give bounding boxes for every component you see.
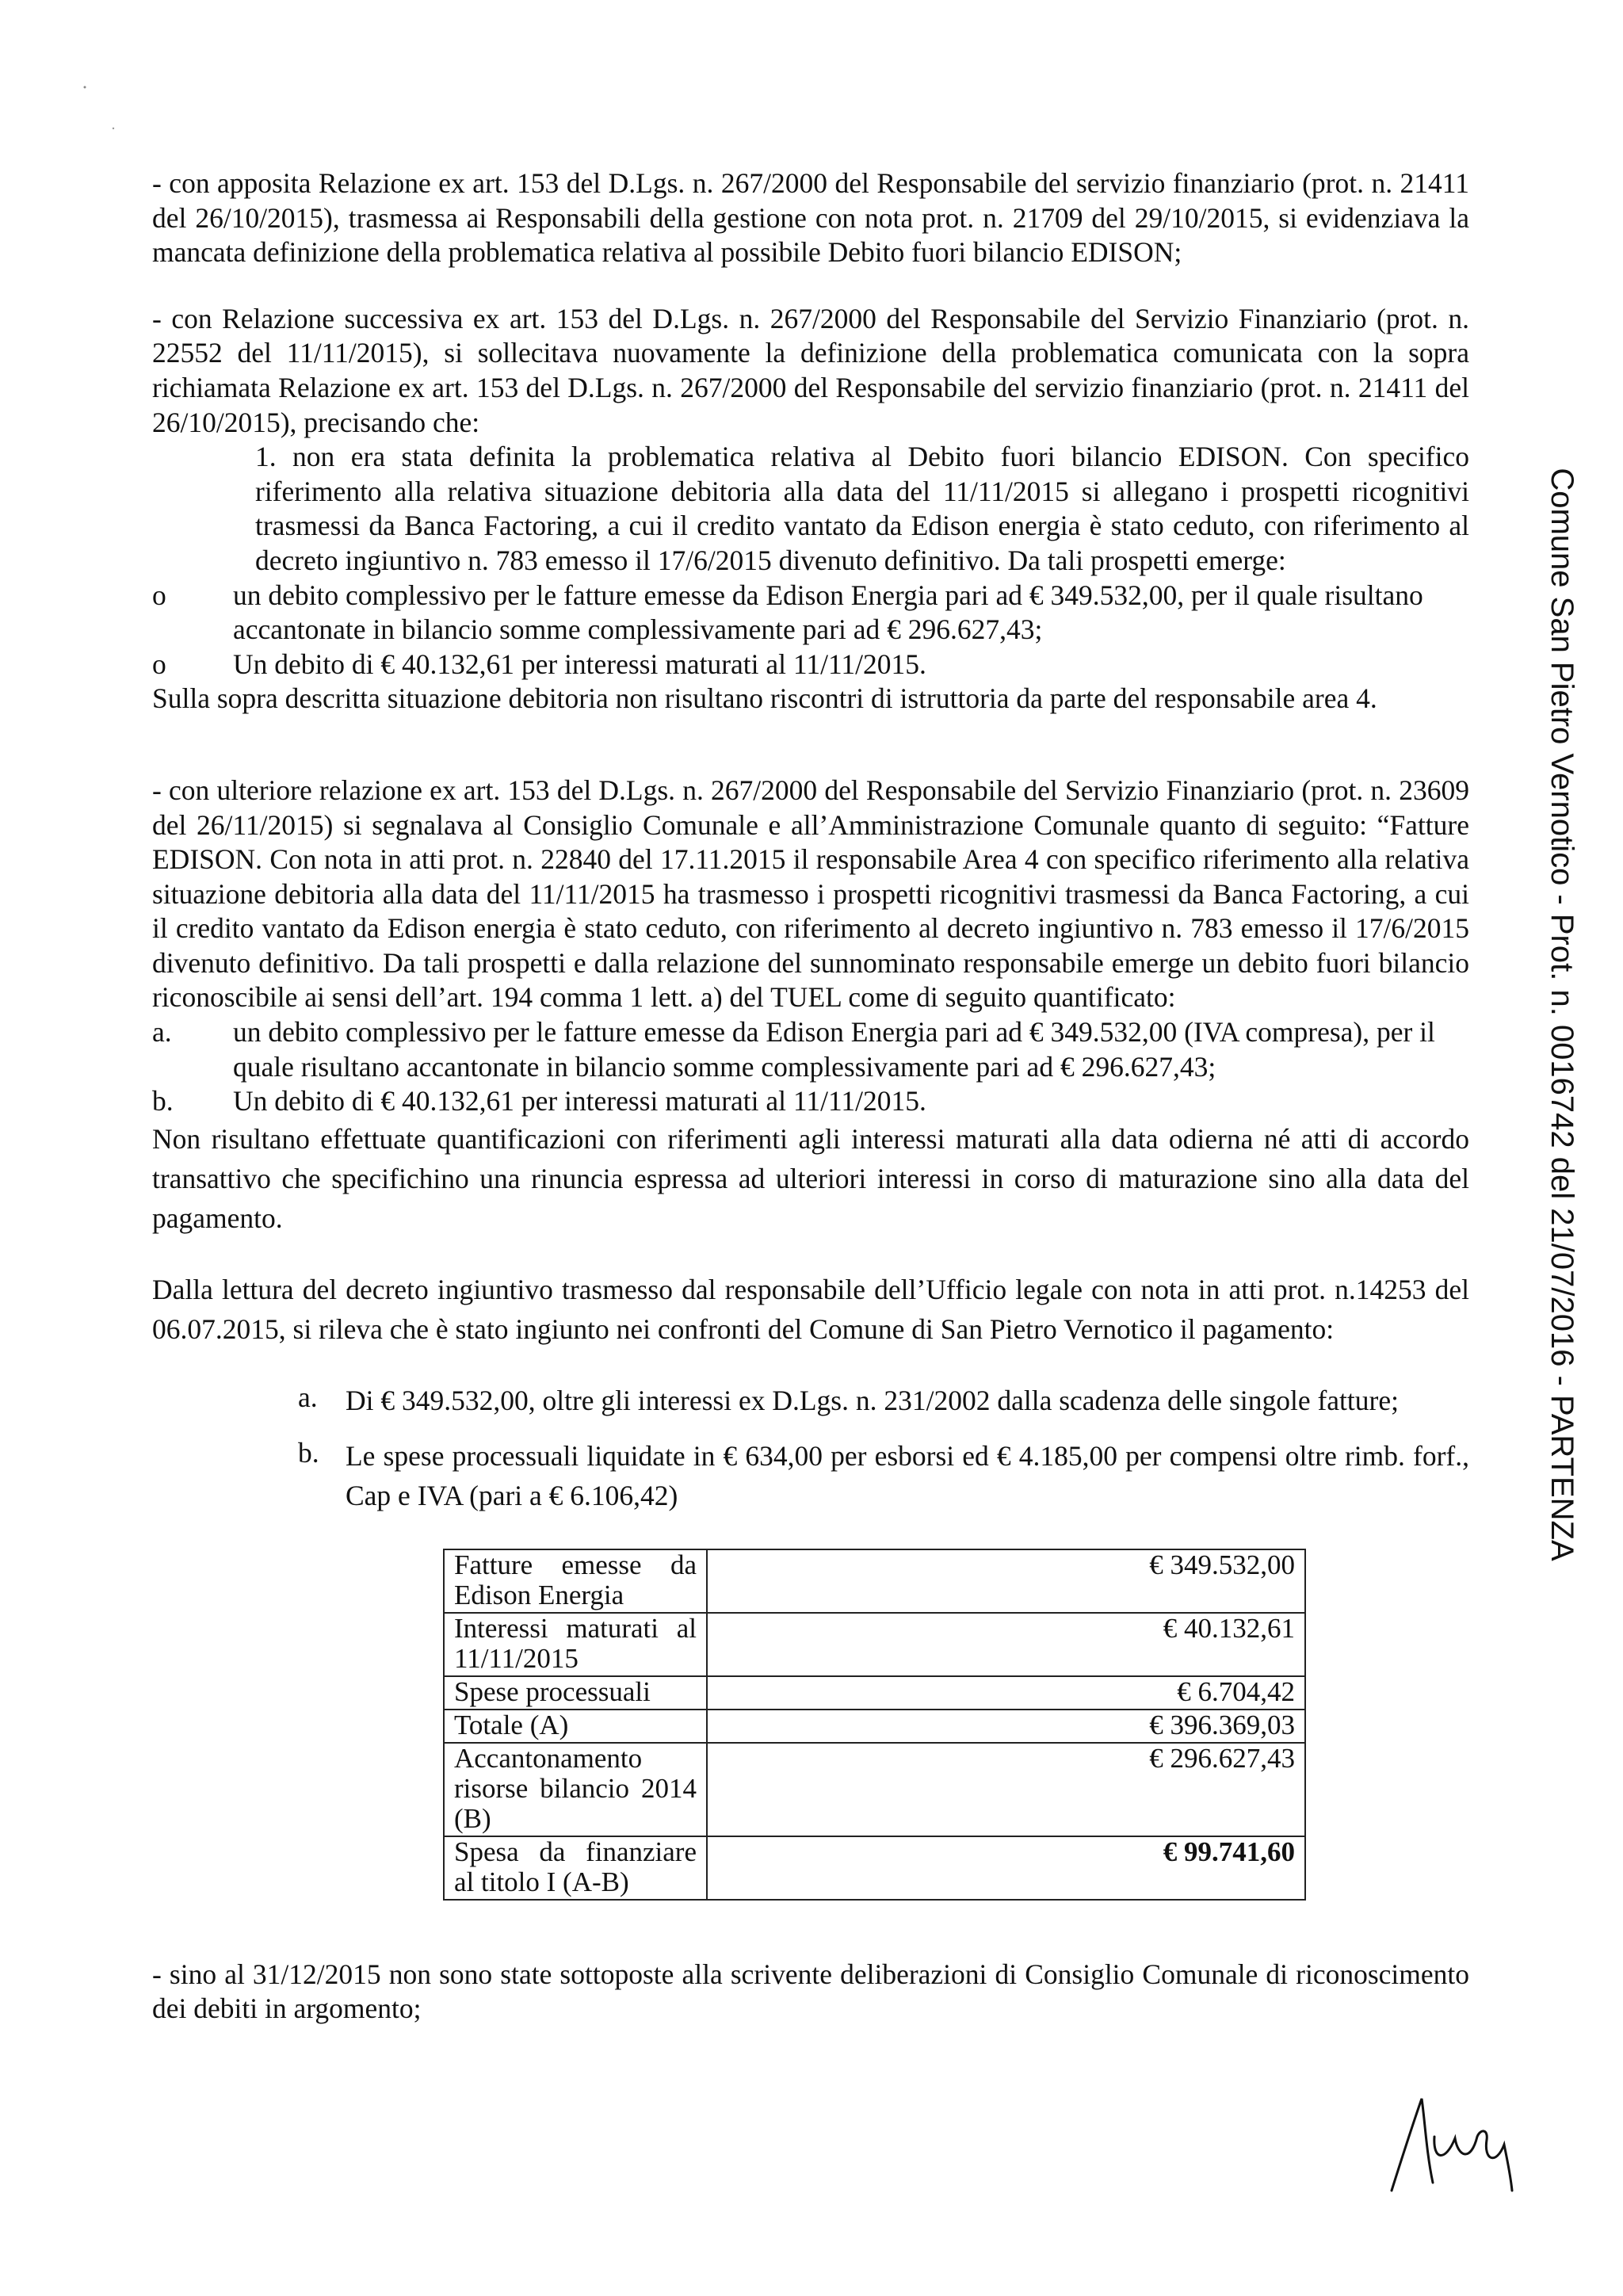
summary-value: € 296.627,43 bbox=[707, 1743, 1305, 1836]
summary-value: € 396.369,03 bbox=[707, 1710, 1305, 1743]
summary-label: Interessi maturati al 11/11/2015 bbox=[444, 1613, 707, 1676]
protocol-stamp: Comune San Pietro Vernotico - Prot. n. 0016742 del 21/07/2016 - PARTENZA bbox=[1544, 468, 1579, 1561]
scan-specks bbox=[75, 79, 139, 143]
summary-row bbox=[444, 1676, 1305, 1710]
summary-table bbox=[443, 1549, 1306, 1901]
bullet-text: un debito complessivo per le fatture emesse da Edison Energia pari ad € 349.532,00, per il quale risultano accantonate in bilancio somme complessivamente pari ad € 296.627,43; bbox=[233, 579, 1423, 646]
summary-value: € 6.704,42 bbox=[707, 1676, 1305, 1710]
document-body bbox=[152, 166, 1469, 2027]
summary-value: € 99.741,60 bbox=[707, 1836, 1305, 1900]
summary-label: Accantonamento risorse bilancio 2014 (B) bbox=[444, 1743, 707, 1836]
item-text: Le spese processuali liquidate in € 634,00 per esborsi ed € 4.185,00 per compensi oltre rimb. forf., Cap e IVA (pari a € 6.106,42) bbox=[346, 1439, 1469, 1511]
signature bbox=[1377, 2089, 1520, 2200]
paragraph-area4-note: Sulla sopra descritta situazione debitoria non risultano riscontri di istruttoria da parte del responsabile area 4. bbox=[152, 682, 1377, 715]
item-marker: b. bbox=[298, 1436, 319, 1469]
bullet-o-interessi bbox=[152, 648, 1469, 682]
paragraph-deliberazioni: - sino al 31/12/2015 non sono state sottoposte alla scrivente deliberazioni di Consiglio Comunale di riconoscimento dei debiti in argomento; bbox=[152, 1958, 1469, 2025]
item-text: Un debito di € 40.132,61 per interessi maturati al 11/11/2015. bbox=[233, 1085, 926, 1117]
item-marker: b. bbox=[152, 1085, 174, 1117]
paragraph-relazione-prot-22552: - con Relazione successiva ex art. 153 del D.Lgs. n. 267/2000 del Responsabile del Servizio Finanziario (prot. n. 22552 del 11/11/2015), si sollecitava nuovamente la definizione della problematica comunicata con la sopra richiamata Relazione ex art. 153 del D.Lgs. n. 267/2000 del Responsabile del servizio finanziario (prot. n. 21411 del 26/10/2015), precisando che: bbox=[152, 302, 1469, 438]
summary-label: Fatture emesse da Edison Energia bbox=[444, 1549, 707, 1613]
paragraph-no-quantificazioni: Non risultano effettuate quantificazioni con riferimenti agli interessi maturati alla data odierna né atti di accordo transattivo che specifichino una rinuncia espressa ad ulteriori interessi in corso di maturazione sino alla data del pagamento. bbox=[152, 1122, 1469, 1234]
bullet-marker: o bbox=[152, 648, 166, 680]
item-marker: a. bbox=[152, 1016, 172, 1049]
summary-label: Spese processuali bbox=[444, 1676, 707, 1710]
item-b-interessi bbox=[152, 1084, 1469, 1119]
summary-label: Totale (A) bbox=[444, 1710, 707, 1743]
summary-row bbox=[444, 1613, 1305, 1676]
item-text: Di € 349.532,00, oltre gli interessi ex D.Lgs. n. 231/2002 dalla scadenza delle singole fatture; bbox=[346, 1384, 1399, 1416]
paragraph-decreto-ingiuntivo: Dalla lettura del decreto ingiuntivo trasmesso dal responsabile dell’Ufficio legale con nota in atti prot. n.14253 del 06.07.2015, si rileva che è stato ingiunto nei confronti del Comune di San Pietro Vernotico il pagamento: bbox=[152, 1273, 1469, 1345]
summary-row bbox=[444, 1743, 1305, 1836]
summary-value: € 40.132,61 bbox=[707, 1613, 1305, 1676]
point-1-text: 1. non era stata definita la problematica relativa al Debito fuori bilancio EDISON. Con specifico riferimento alla relativa situazione debitoria alla data del 11/11/2015 si allegano i prospetti ricognitivi trasmessi da Banca Factoring, a cui il credito vantato da Edison energia è stato ceduto, con riferimento al decreto ingiuntivo n. 783 emesso il 17/6/2015 divenuto definitivo. Da tali prospetti emerge: bbox=[255, 441, 1469, 576]
bullet-o-debito-complessivo bbox=[152, 579, 1469, 648]
item-a-debito-complessivo bbox=[152, 1015, 1469, 1084]
summary-row bbox=[444, 1710, 1305, 1743]
bullet-marker: o bbox=[152, 579, 166, 611]
item-b-spese-processuali bbox=[152, 1436, 1469, 1515]
summary-row bbox=[444, 1549, 1305, 1613]
item-text: un debito complessivo per le fatture emesse da Edison Energia pari ad € 349.532,00 (IVA compresa), per il quale risultano accantonate in bilancio somme complessivamente pari ad € 296.627,43; bbox=[233, 1016, 1435, 1083]
paragraph-relazione-prot-23609: - con ulteriore relazione ex art. 153 del D.Lgs. n. 267/2000 del Responsabile del Servizio Finanziario (prot. n. 23609 del 26/11/2015) si segnalava al Consiglio Comunale e all’Amministrazione Comunale quanto di seguito: “Fatture EDISON. Con nota in atti prot. n. 22840 del 17.11.2015 il responsabile Area 4 con specifico riferimento alla relativa situazione debitoria alla data del 11/11/2015 ha trasmesso i prospetti ricognitivi trasmessi da Banca Factoring, a cui il credito vantato da Edison energia è stato ceduto, con riferimento al decreto ingiuntivo n. 783 emesso il 17/6/2015 divenuto definitivo. Da tali prospetti e dalla relazione del sunnominato responsabile emerge un debito fuori bilancio riconoscibile ai sensi dell’art. 194 comma 1 lett. a) del TUEL come di seguito quantificato: bbox=[152, 774, 1469, 1014]
paragraph-relazione-prot-21411: - con apposita Relazione ex art. 153 del D.Lgs. n. 267/2000 del Responsabile del servizio finanziario (prot. n. 21411 del 26/10/2015), trasmessa ai Responsabili della gestione con nota prot. n. 21709 del 29/10/2015, si evidenziava la mancata definizione della problematica relativa al possibile Debito fuori bilancio EDISON; bbox=[152, 167, 1469, 269]
item-marker: a. bbox=[298, 1381, 318, 1413]
point-1-edison bbox=[152, 440, 1469, 578]
item-a-importo-ingiunto bbox=[152, 1381, 1469, 1420]
summary-label: Spesa da finanziare al titolo I (A-B) bbox=[444, 1836, 707, 1900]
summary-row bbox=[444, 1836, 1305, 1900]
summary-value: € 349.532,00 bbox=[707, 1549, 1305, 1613]
bullet-text: Un debito di € 40.132,61 per interessi maturati al 11/11/2015. bbox=[233, 648, 926, 680]
